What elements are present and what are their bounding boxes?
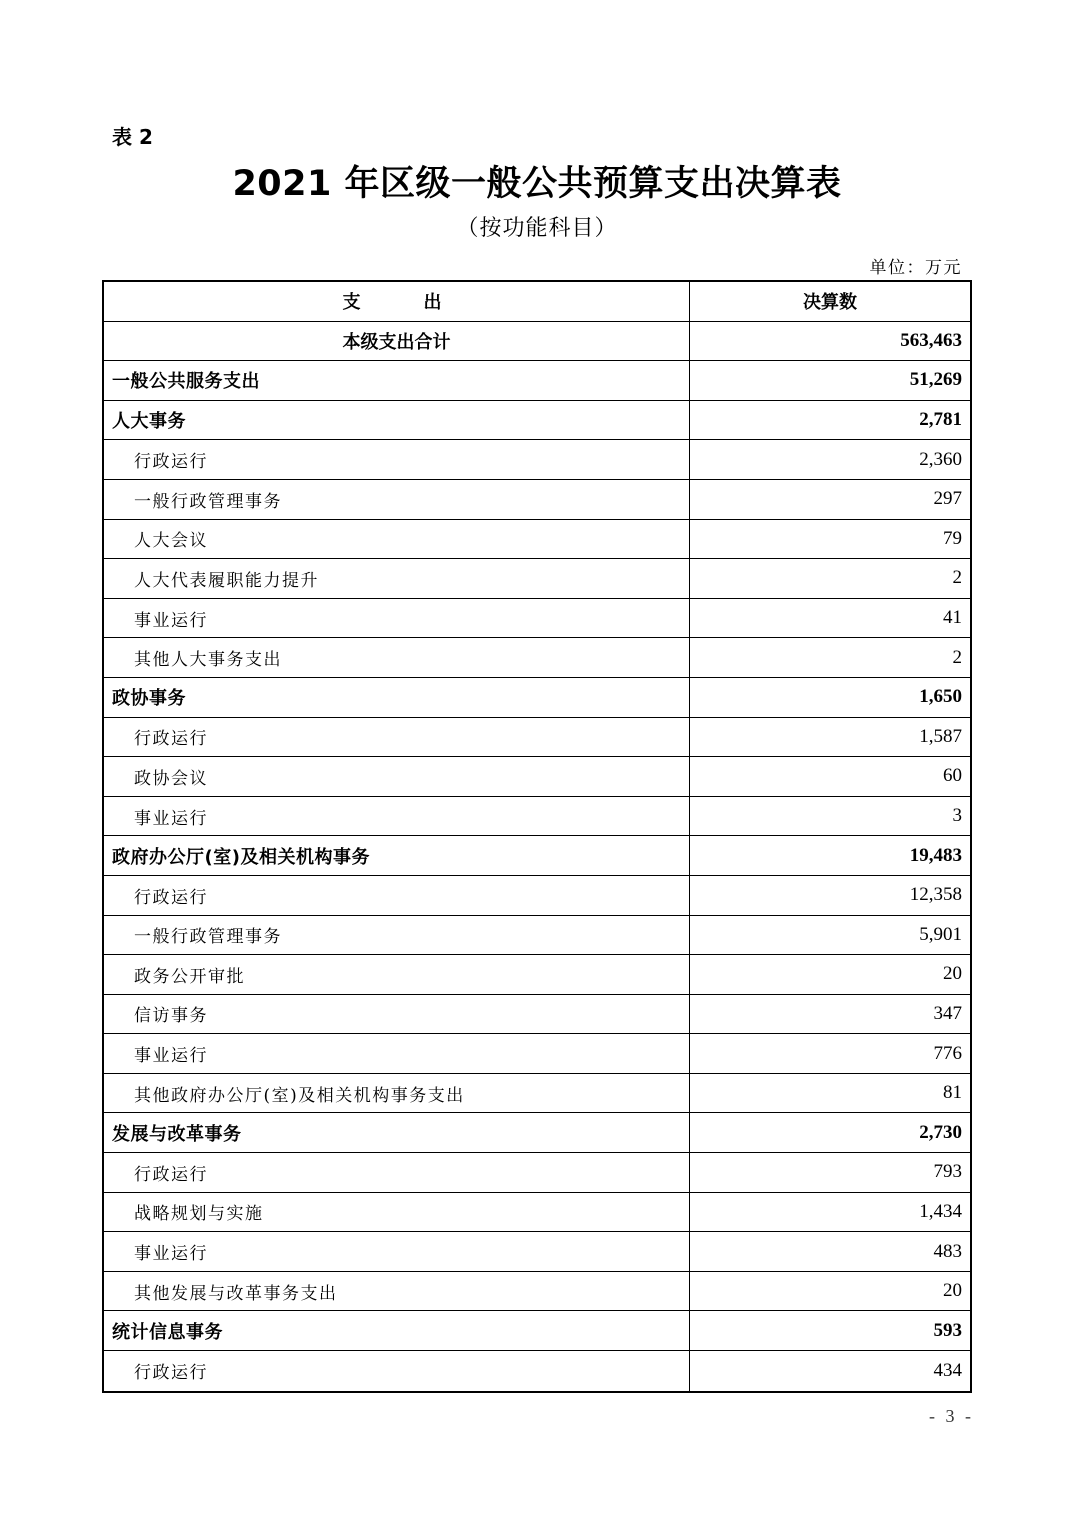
table-row-item <box>104 1074 970 1114</box>
row-label: 行政运行 <box>104 440 690 479</box>
unit-label: 单位：万元 <box>869 258 962 278</box>
row-label: 政府办公厅(室)及相关机构事务 <box>104 836 690 875</box>
row-value: 434 <box>933 1359 962 1381</box>
table-row-item <box>104 1232 970 1272</box>
row-value: 1,434 <box>919 1200 962 1222</box>
row-value: 1,587 <box>919 725 962 747</box>
table-row-item <box>104 1153 970 1193</box>
row-label: 人大事务 <box>104 401 690 440</box>
row-label: 事业运行 <box>104 599 690 638</box>
row-label: 战略规划与实施 <box>104 1193 690 1232</box>
row-value: 347 <box>933 1002 962 1024</box>
table-row-category <box>104 1113 970 1153</box>
table-row-item <box>104 599 970 639</box>
table-row-item <box>104 797 970 837</box>
budget-table <box>102 280 972 1393</box>
row-label: 信访事务 <box>104 995 690 1034</box>
row-label: 一般公共服务支出 <box>104 361 690 400</box>
row-label: 人大代表履职能力提升 <box>104 559 690 598</box>
row-label: 政务公开审批 <box>104 955 690 994</box>
row-label: 事业运行 <box>104 797 690 836</box>
header-expenditure-text: 支 出 <box>342 292 451 314</box>
table-row-category <box>104 678 970 718</box>
row-value: 12,358 <box>909 884 962 906</box>
row-value: 2,781 <box>919 409 962 431</box>
row-value: 776 <box>933 1042 962 1064</box>
row-label: 发展与改革事务 <box>104 1113 690 1152</box>
row-value: 51,269 <box>909 369 962 391</box>
row-label: 其他人大事务支出 <box>104 638 690 677</box>
row-value: 79 <box>943 527 962 549</box>
row-label: 政协会议 <box>104 757 690 796</box>
row-label: 行政运行 <box>104 876 690 915</box>
header-final-amount: 决算数 <box>803 292 857 314</box>
row-label: 其他发展与改革事务支出 <box>104 1272 690 1311</box>
table-row-item <box>104 876 970 916</box>
table-row-category <box>104 1311 970 1351</box>
table-row-item <box>104 1351 970 1391</box>
row-label: 政协事务 <box>104 678 690 717</box>
row-value: 297 <box>933 488 962 510</box>
row-label: 一般行政管理事务 <box>104 480 690 519</box>
table-row-item <box>104 559 970 599</box>
row-value: 563,463 <box>900 329 962 351</box>
row-value: 483 <box>933 1240 962 1262</box>
table-row-item <box>104 916 970 956</box>
document-subtitle: （按功能科目） <box>456 216 618 241</box>
row-value: 41 <box>943 607 962 629</box>
table-row-item <box>104 1272 970 1312</box>
table-row-item <box>104 995 970 1035</box>
table-row-item <box>104 718 970 758</box>
row-value: 1,650 <box>919 686 962 708</box>
row-value: 60 <box>943 765 962 787</box>
table-number-label: 表 2 <box>112 125 153 149</box>
row-label: 行政运行 <box>104 1153 690 1192</box>
table-header-row <box>104 282 970 322</box>
table-row-item <box>104 1193 970 1233</box>
row-value: 19,483 <box>909 844 962 866</box>
row-label: 统计信息事务 <box>104 1311 690 1350</box>
table-row-item <box>104 1034 970 1074</box>
table-row-item <box>104 440 970 480</box>
row-label: 行政运行 <box>104 718 690 757</box>
page-number: - 3 - <box>929 1406 974 1426</box>
row-label: 行政运行 <box>104 1351 690 1391</box>
table-row-category <box>104 361 970 401</box>
row-label: 事业运行 <box>104 1034 690 1073</box>
table-row-total <box>104 322 970 362</box>
row-value: 81 <box>943 1082 962 1104</box>
row-value: 2,360 <box>919 448 962 470</box>
row-value: 5,901 <box>919 923 962 945</box>
row-value: 593 <box>933 1319 962 1341</box>
row-label: 其他政府办公厅(室)及相关机构事务支出 <box>104 1074 690 1113</box>
row-value: 20 <box>943 1280 962 1302</box>
row-value: 20 <box>943 963 962 985</box>
row-label: 人大会议 <box>104 520 690 559</box>
row-value: 3 <box>952 805 962 827</box>
row-label: 本级支出合计 <box>104 322 690 361</box>
table-row-item <box>104 520 970 560</box>
row-label: 事业运行 <box>104 1232 690 1271</box>
document-title: 2021 年区级一般公共预算支出决算表 <box>232 164 842 204</box>
table-row-category <box>104 836 970 876</box>
row-value: 793 <box>933 1161 962 1183</box>
table-row-item <box>104 757 970 797</box>
row-value: 2 <box>952 646 962 668</box>
table-row-item <box>104 480 970 520</box>
header-expenditure <box>104 282 690 321</box>
table-row-category <box>104 401 970 441</box>
table-row-item <box>104 955 970 995</box>
table-row-item <box>104 638 970 678</box>
row-value: 2 <box>952 567 962 589</box>
row-value: 2,730 <box>919 1121 962 1143</box>
row-label: 一般行政管理事务 <box>104 916 690 955</box>
